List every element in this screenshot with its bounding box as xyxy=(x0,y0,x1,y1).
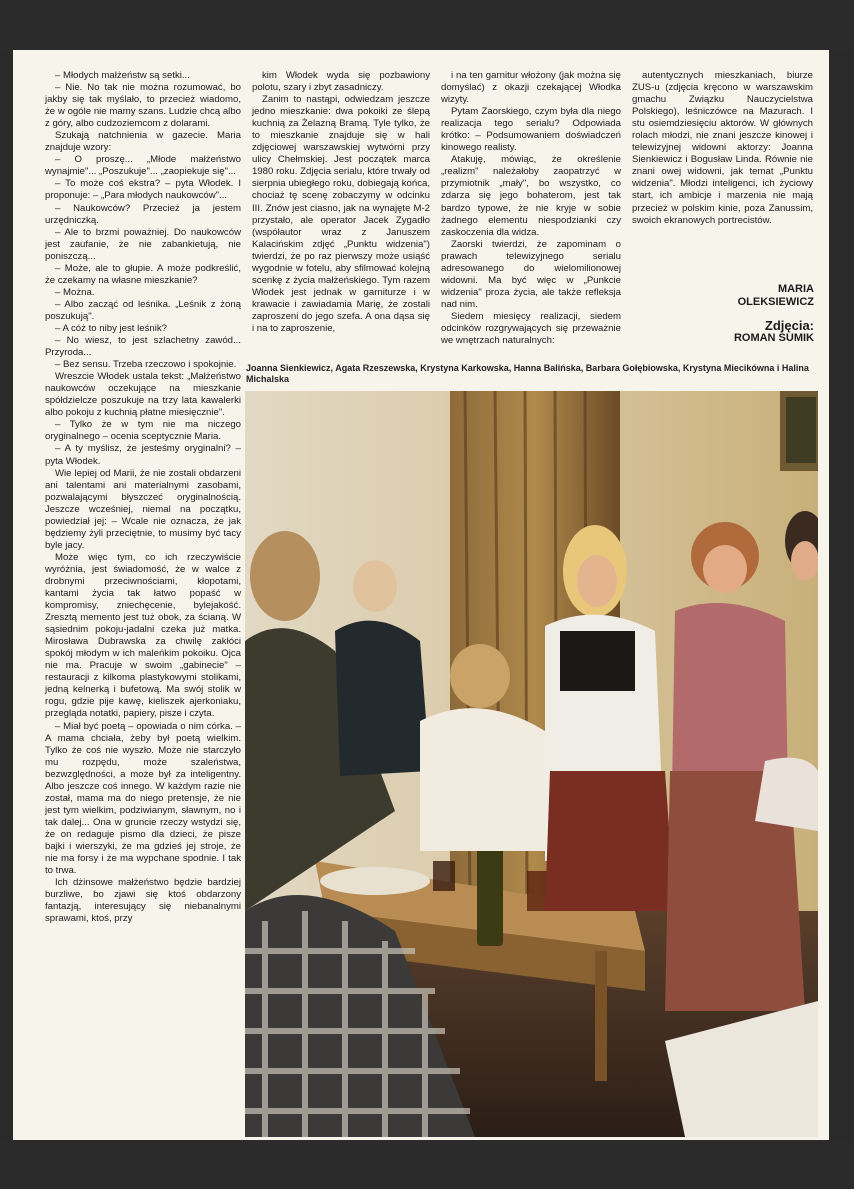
article-paragraph: – Można. xyxy=(55,286,95,298)
article-paragraph: Siedem miesięcy realizacji, siedem odcinków rozgrywających się przeważnie we wnętrzach naturalnych: xyxy=(441,310,621,347)
article-paragraph: Wie lepiej od Marii, że nie zostali obdarzeni ani talentami ani materialnymi zasobami, pozwalającymi błyszczeć oryginalnością. Jeszcze wcześniej, niemal na początku, powiedział jej: – Wcale nie oznacza, że jak będziemy żyli przeciętnie, to musimy być tacy byle jacy. xyxy=(45,467,241,551)
article-paragraph: – A cóż to niby jest leśnik? xyxy=(55,322,167,334)
article-paragraph: Ich dżinsowe małżeństwo będzie bardziej burzliwe, bo zjawi się ktoś obdarzony fantazją, interesujący się niebanalnymi sprawami, ktoś, przy xyxy=(45,877,241,925)
party-scene-photo xyxy=(245,391,818,1137)
article-column-4 xyxy=(632,70,813,227)
article-paragraph: – Naukowców? Przecież ja jestem urzędniczką. xyxy=(45,202,241,226)
article-paragraph: – Może, ale to głupie. A może podkreślić, że czekamy na własne mieszkanie? xyxy=(45,262,241,286)
article-paragraph: – Młodych małżeństw są setki... xyxy=(55,70,190,81)
article-paragraph: – To może coś ekstra? – pyta Włodek. I proponuje: – „Para młodych naukowców"... xyxy=(45,178,241,202)
article-column-3 xyxy=(441,70,621,347)
article-paragraph: Zanim to nastąpi, odwiedzam jeszcze jedno mieszkanie: dwa pokoiki ze ślepą kuchnią za Żelazną Bramą. Tyle tylko, że to mieszkanie znajduje się w hali zdjęciowej warszawskiej wytwórni przy ulicy Chełmskiej. Jest początek marca 1980 roku. Zdjęcia serialu, które trwały od sierpnia ubiegłego roku, dobiegają końca, chociaż tę scenę zobaczymy w odcinku III. Znów jest ciasno, jak na wynajęte M-2 przystało, ale operator Jacek Zygadło (współautor wraz z Januszem Kalacińskim zdjęć „Punktu widzenia") twierdzi, że po raz pierwszy może usiąść wygodnie w fotelu, aby sfilmować kolejną scenkę z życia małżeńskiego. Tym razem Włodek jest jednak w garniturze i w krawacie i zawiadamia Marię, że zostali zaproszeni do jego szefa. A ona dąsa się i na to zaproszenie, xyxy=(252,94,430,334)
article-paragraph: i na ten garnitur włożony (jak można się domyślać) z okazji czekającej Włodka wizyty. xyxy=(441,70,621,106)
article-paragraph: – Miał być poetą – opowiada o nim córka. – A mama chciała, żeby był poetą wielkim. Tylko że coś nie wyszło. Może nie starczyło mu rozpędu, może szaleństwa, bezwzględności, a może był za inteligentny. Albo jeszcze coś innego. W każdym razie nie został, mama ma do niego pretensje, że nie jest tym wielkim, podziwianym, sławnym, no i tak dalej... Ona w gruncie rzeczy wstydzi się, że on redaguje pismo dla dzieci, że pisze bajki i wierszyki, że ma gdzieś jej stroje, że nie ma forsy i że ma wypchane spodnie. I tak to trwa. xyxy=(45,720,241,877)
article-paragraph: Może więc tym, co ich rzeczywiście wyróżnia, jest świadomość, że w walce z drobnymi przeciwnościami, kłopotami, kantami życia tak łatwo popaść w kompromisy, zniechęcenie, bylejakość. Zresztą memento jest tuż obok, za ścianą. W sąsiednim pokoju-jadalni czeka już matka. Mirosława Dubrawska za chwilę zakłóci spokój młodym w ich maleńkim pokoiku. Ojca nie ma. Pracuje w swoim „gabinecie" – restauracji z kilkoma plastykowymi stolikami, jedną kelnerką i bufetową. Ma swój stolik w rogu, gdzie pije kawę, kieliszek ajerkoniaku, przegląda notatki, papiery, pisze i czyta. xyxy=(45,551,241,720)
article-paragraph: – Ale to brzmi poważniej. Do naukowców jest zaufanie, że nie zabankietują, nie poniszczą... xyxy=(45,226,241,262)
article-paragraph: Atakuję, mówiąc, że określenie „realizm" należałoby zaopatrzyć w przymiotnik „mały", bo wszystko, co zdarza się jego bohaterom, jest tak bardzo typowe, że nie kryje w sobie żadnego elementu niespodzianki czy zaskoczenia dla widza. xyxy=(441,154,621,238)
author-last-name: OLEKSIEWICZ xyxy=(737,296,814,308)
article-paragraph: – A ty myślisz, że jesteśmy oryginalni? – pyta Włodek. xyxy=(45,443,241,467)
article-column-2 xyxy=(252,70,430,335)
photo-caption: Joanna Sienkiewicz, Agata Rzeszewska, Krystyna Karkowska, Hanna Balińska, Barbara Gołębiowska, Krystyna Miecikówna i Halina Michalska xyxy=(246,363,809,384)
article-paragraph: – No wiesz, to jest szlachetny zawód... Przyroda... xyxy=(45,335,241,359)
article-paragraph: Zaorski twierdzi, że zapominam o prawach telewizyjnego serialu adresowanego do wielomilionowej widowni. Ma być więc w „Punkcie widzenia" proza życia, ale także refleksja nad nim. xyxy=(441,238,621,310)
article-paragraph: Wreszcie Włodek ustala tekst: „Małżeństwo naukowców oczekujące na mieszkanie spółdzielcze poszukuje na trzy lata kawalerki albo pokoju z kuchnią płatne miesięcznie". xyxy=(45,371,241,419)
article-paragraph: Szukają natchnienia w gazecie. Maria znajduje wzory: xyxy=(45,130,241,154)
article-paragraph: kim Włodek wyda się pozbawiony polotu, szary i zbyt zasadniczy. xyxy=(252,70,430,94)
article-column-1 xyxy=(45,70,241,925)
photos-label: Zdjęcia: xyxy=(764,318,814,333)
bottom-scan-border xyxy=(0,1140,854,1189)
article-signoff xyxy=(614,283,814,345)
author-first-name: MARIA xyxy=(777,283,814,295)
photographer-name: ROMAN SUMIK xyxy=(733,332,814,344)
article-paragraph: autentycznych mieszkaniach, biurze ZUS-u (zdjęcia kręcono w warszawskim gmachu Związku Nauczycielstwa Polskiego), leśniczówce na Mazurach. I stu osiemdziesięciu aktorów. W głównych rolach młodzi, nie znani jeszcze kinowej i telewizyjnej widowni aktorzy: Joanna Sienkiewicz i Bogusław Linda. Równie nie znani owej widowni, jak temat „Punktu widzenia". Młodzi inteligenci, ich życiowy start, ich ambicje i marzenia nie mają przecież w polskim kinie, poza Zanussim, swoich ekranowych portrecistów. xyxy=(632,70,813,226)
article-paragraph: – Tylko że w tym nie ma niczego oryginalnego – ocenia sceptycznie Maria. xyxy=(45,419,241,443)
article-paragraph: – Bez sensu. Trzeba rzeczowo i spokojnie. xyxy=(55,359,237,371)
article-paragraph: Pytam Zaorskiego, czym była dla niego realizacja tego serialu? Odpowiada krótko: – Podsumowaniem doświadczeń kinowego realisty. xyxy=(441,106,621,154)
party-scene-illustration xyxy=(245,391,818,1137)
top-scan-border xyxy=(0,0,854,50)
article-paragraph: – O proszę... „Młode małżeństwo wynajmie"... „Poszukuje"... „zaopiekuje się"... xyxy=(45,154,241,178)
article-paragraph: – Albo zacząć od leśnika. „Leśnik z żoną poszukują". xyxy=(45,298,241,322)
article-paragraph: – Nie. No tak nie można rozumować, bo jakby się tak myślało, to przecież wiadomo, że w ogóle nie mamy szans. Ludzie chcą albo z góry, albo cudzoziemcom z dolarami. xyxy=(45,82,241,130)
